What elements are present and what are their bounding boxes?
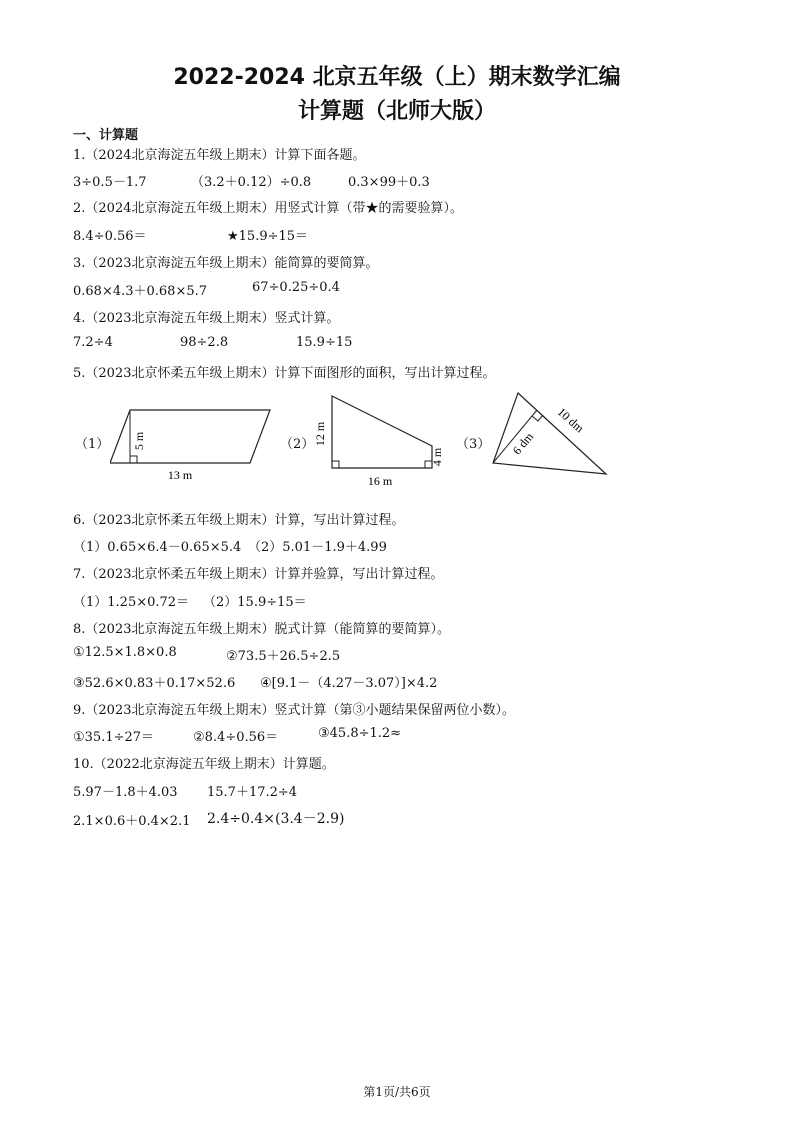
q2-stem: 2.（2024北京海淀五年级上期末）用竖式计算（带★的需要验算）。 [73,201,463,216]
q1-stem: 1.（2024北京海淀五年级上期末）计算下面各题。 [73,148,366,163]
q8-item-2: ②73.5＋26.5÷2.5 [226,649,341,664]
q6-item-1: （1）0.65×6.4－0.65×5.4 [73,540,242,555]
figure-1-label: （1） [75,437,110,452]
q9-item-2: ②8.4÷0.56＝ [193,730,279,745]
right-angle-marker-left [332,461,339,468]
q9-item-3: ③45.8÷1.2≈ [318,726,402,741]
q10-item-3: 2.1×0.6＋0.4×2.1 [73,814,191,829]
q4-item-2: 98÷2.8 [180,335,229,350]
q5-stem: 5.（2023北京怀柔五年级上期末）计算下面图形的面积，写出计算过程。 [73,366,496,381]
triangle-hypotenuse-label: 10 dm [554,404,587,436]
figure-2-label: （2） [280,437,315,452]
q2-item-1: 8.4÷0.56＝ [73,229,147,244]
document-title-line2: 计算题（北师大版） [297,99,496,124]
page-footer: 第1页/共6页 [363,1085,431,1099]
q2-item-2: ★15.9÷15＝ [227,229,309,244]
trapezoid-figure [310,390,450,490]
q10-stem: 10.（2022北京海淀五年级上期末）计算题。 [73,757,335,772]
q10-item-2: 15.7＋17.2÷4 [207,785,298,800]
trapezoid-bottom-label: 16 m [367,474,393,488]
q1-item-2: （3.2＋0.12）÷0.8 [191,175,312,190]
q8-item-1: ①12.5×1.8×0.8 [73,645,177,660]
q8-item-4: ④[9.1－（4.27－3.07）]×4.2 [260,676,438,691]
right-angle-marker [130,456,137,463]
q4-item-3: 15.9÷15 [296,335,353,350]
q1-item-1: 3÷0.5－1.7 [73,175,147,190]
q3-item-1: 0.68×4.3＋0.68×5.7 [73,284,208,299]
parallelogram-base-label: 13 m [167,468,193,482]
q8-stem: 8.（2023北京海淀五年级上期末）脱式计算（能简算的要简算）。 [73,622,450,637]
section-heading: 一、计算题 [73,128,139,143]
trapezoid-left-label: 12 m [313,421,327,447]
q4-stem: 4.（2023北京海淀五年级上期末）竖式计算。 [73,311,340,326]
q7-item-2: （2）15.9÷15＝ [203,595,307,610]
q8-item-3: ③52.6×0.83＋0.17×52.6 [73,676,236,691]
triangle-height-label: 6 dm [509,429,537,458]
q10-item-4: 2.4÷0.4×(3.4－2.9) [207,811,345,827]
parallelogram-height-label: 5 m [132,431,146,451]
q4-item-1: 7.2÷4 [73,335,113,350]
q7-item-1: （1）1.25×0.72＝ [73,595,190,610]
q6-stem: 6.（2023北京怀柔五年级上期末）计算，写出计算过程。 [73,513,405,528]
parallelogram-figure [110,405,275,487]
q10-item-1: 5.97－1.8＋4.03 [73,785,178,800]
q9-stem: 9.（2023北京海淀五年级上期末）竖式计算（第③小题结果保留两位小数）。 [73,703,515,718]
q3-item-2: 67÷0.25÷0.4 [252,280,340,295]
q9-item-1: ①35.1÷27＝ [73,730,155,745]
document-title-line1: 2022-2024 北京五年级（上）期末数学汇编 [173,65,621,90]
triangle-shape [493,393,606,474]
figure-3-label: （3） [456,437,491,452]
q3-stem: 3.（2023北京海淀五年级上期末）能简算的要简算。 [73,256,379,271]
triangle-figure [488,388,613,478]
trapezoid-shape [332,396,432,468]
q7-stem: 7.（2023北京怀柔五年级上期末）计算并验算，写出计算过程。 [73,567,444,582]
right-angle-marker [532,415,543,421]
q6-item-2: （2）5.01－1.9＋4.99 [248,540,387,555]
trapezoid-right-label: 4 m [430,447,444,467]
q1-item-3: 0.3×99＋0.3 [348,175,430,190]
